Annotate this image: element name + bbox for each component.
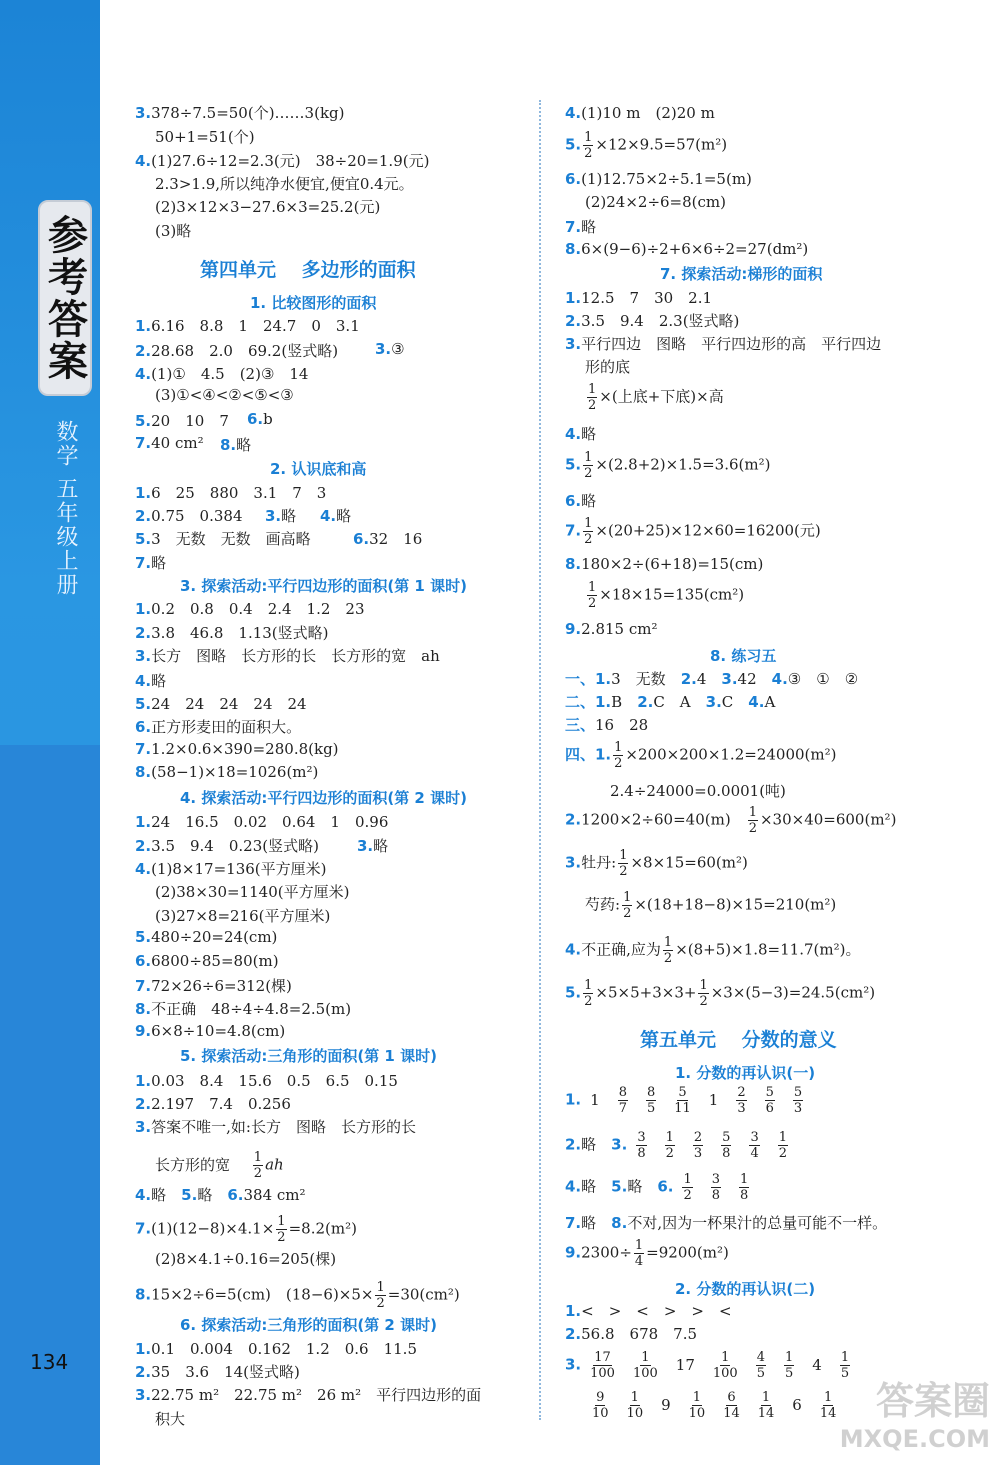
answer-line: 8.(58−1)×18=1026(m²): [135, 763, 319, 781]
s9-q7-8: 7.略 8.不对,因为一杯果汁的总量可能不一样。: [565, 1214, 888, 1232]
answer-line: 1.6 25 880 3.1 7 3: [135, 484, 327, 502]
answer-line: 2.3.8 46.8 1.13(竖式略): [135, 624, 329, 642]
answer-line: 4.(1)① 4.5 (2)③ 14: [135, 365, 309, 383]
answer-line: 5.3 无数 无数 画高略: [135, 530, 311, 548]
s10-q1: 1.< > < > > <: [565, 1302, 732, 1320]
fraction: $\frac{2}{3}$: [737, 1085, 746, 1116]
s7-q3: 3.平行四边 图略 平行四边形的高 平行四边: [565, 335, 882, 353]
answer-line: (2)38×30=1140(平方厘米): [155, 883, 350, 901]
s7-q2: 2.3.5 9.4 2.3(竖式略): [565, 312, 740, 330]
s5-q3-cont: 长方形的宽 $\frac{1}{2}$ ah: [155, 1150, 284, 1181]
answer-line: 7.略: [135, 554, 167, 572]
s8-l7: 4.不正确,应为 $\frac{1}{2}$ ×(8+5)×1.8=11.7(m²)。: [565, 935, 861, 966]
unit-4-title: 第四单元 多边形的面积: [200, 259, 416, 281]
s1-q8: 8.略: [220, 436, 252, 454]
s8-l2: 二、1.B 2.C A 3.C 4.A: [565, 693, 776, 711]
s7-q9: 9.2.815 cm²: [565, 620, 658, 638]
fraction: $\frac{1}{2}$: [778, 1130, 787, 1161]
r-q5: 5. $\frac{1}{2}$ ×12×9.5=57(m²): [565, 130, 728, 161]
section-10-title: 2. 分数的再认识(二): [675, 1280, 816, 1298]
answer-line: 9.6×8÷10=4.8(cm): [135, 1022, 286, 1040]
s5-q7b: (2)8×4.1÷0.16=205(棵): [155, 1250, 337, 1268]
s7-q8b: $\frac{1}{2}$ ×18×15=135(cm²): [588, 580, 745, 611]
s1-q3: 3.③: [375, 340, 405, 358]
s10-q3-a: 3. $\frac{17}{100}$ $\frac{1}{100}$ 17 $\frac{1}{100}$ $\frac{4}{5}$ $\frac{1}{5}$ 4 $\frac{1}{5}$: [565, 1350, 850, 1381]
answer-line: 6.6800÷85=80(m): [135, 952, 279, 970]
s2-q3: 3.略: [265, 507, 297, 525]
s7-q4: 4.略: [565, 425, 597, 443]
column-divider: [539, 100, 541, 1420]
answer-line: 7.40 cm²: [135, 434, 204, 452]
fraction: $\frac{1}{10}$: [688, 1390, 706, 1421]
r-q6: 6.(1)12.75×2÷5.1=5(m): [565, 170, 752, 188]
answer-line: 8.不正确 48÷4÷4.8=2.5(m): [135, 1000, 352, 1018]
answer-line: 2.3.5 9.4 0.23(竖式略): [135, 837, 319, 855]
answer-line: 3.答案不唯一,如:长方 图略 长方形的长: [135, 1118, 416, 1136]
unit-5-title: 第五单元 分数的意义: [640, 1029, 837, 1051]
section-8-title: 8. 练习五: [710, 647, 777, 665]
fraction: $\frac{1}{10}$: [626, 1390, 644, 1421]
answer-line: 5.480÷20=24(cm): [135, 928, 278, 946]
fraction: $\frac{8}{5}$: [646, 1085, 656, 1116]
section-5-title: 5. 探索活动:三角形的面积(第 1 课时): [180, 1047, 437, 1065]
tab-label: 参考答案: [41, 214, 89, 382]
fraction: $\frac{1}{2}$: [665, 1130, 674, 1161]
section-7-title: 7. 探索活动:梯形的面积: [660, 265, 823, 283]
answer-line: 6.正方形麦田的面积大。: [135, 718, 302, 736]
fraction: $\frac{1}{2}$: [683, 1172, 692, 1203]
fraction: $\frac{8}{7}$: [618, 1085, 627, 1116]
answer-line: (3)略: [155, 222, 192, 240]
section-3-title: 3. 探索活动:平行四边形的面积(第 1 课时): [180, 577, 467, 595]
answer-line: 4.(1)8×17=136(平方厘米): [135, 860, 327, 878]
s4-q3: 3.略: [357, 837, 389, 855]
section-2-title: 2. 认识底和高: [270, 460, 367, 478]
page-number: 134: [30, 1350, 69, 1374]
watermark: 答案圈 MXQE.COM: [839, 1379, 990, 1453]
s8-l5: 2.1200×2÷60=40(m) $\frac{1}{2}$ ×30×40=600(m²): [565, 805, 897, 836]
answer-line: 50+1=51(个): [155, 128, 255, 146]
s9-q2-3: 2.略 3. $\frac{3}{8}$ $\frac{1}{2}$ $\frac{2}{3}$ $\frac{5}{8}$ $\frac{3}{4}$ $\frac{1}{2}$: [565, 1130, 787, 1161]
fraction: $\frac{17}{100}$: [590, 1350, 615, 1381]
answer-line: 5.24 24 24 24 24: [135, 695, 307, 713]
answer-line: 1.0.03 8.4 15.6 0.5 6.5 0.15: [135, 1072, 398, 1090]
answer-line: 4.略: [135, 672, 167, 690]
s7-q7: 7. $\frac{1}{2}$ ×(20+25)×12×60=16200(元): [565, 516, 821, 547]
s8-l4b: 2.4÷24000=0.0001(吨): [610, 782, 786, 800]
s10-q2: 2.56.8 678 7.5: [565, 1325, 698, 1343]
r-q6b: (2)24×2÷6=8(cm): [585, 193, 726, 211]
answer-line: 1.24 16.5 0.02 0.64 1 0.96: [135, 813, 389, 831]
s7-q5: 5. $\frac{1}{2}$ ×(2.8+2)×1.5=3.6(m²): [565, 450, 771, 481]
answer-line: (3)27×8=216(平方厘米): [155, 907, 331, 925]
answer-line: 2.0.75 0.384: [135, 507, 243, 525]
answer-line: 3.长方 图略 长方形的长 长方形的宽 ah: [135, 647, 440, 665]
s2-q4: 4.略: [320, 507, 352, 525]
fraction: $\frac{3}{4}$: [750, 1130, 759, 1161]
answer-line: 2.2.197 7.4 0.256: [135, 1095, 291, 1113]
r-q8: 8.6×(9−6)÷2+6×6÷2=27(dm²): [565, 240, 809, 258]
fraction: $\frac{9}{10}$: [592, 1390, 609, 1421]
s8-l8: 5. $\frac{1}{2}$ ×5×5+3×3+ $\frac{1}{2}$ ×3×(5−3)=24.5(cm²): [565, 978, 876, 1009]
fraction: $\frac{1}{5}$: [840, 1350, 850, 1381]
s7-q6: 6.略: [565, 492, 597, 510]
answer-line: 2.3>1.9,所以纯净水便宜,便宜0.4元。: [155, 175, 414, 193]
s10-q3-b: $\frac{9}{10}$ $\frac{1}{10}$ 9 $\frac{1}{10}$ $\frac{6}{14}$ $\frac{1}{14}$ 6 $\frac{1}{14}$: [592, 1390, 837, 1421]
r-q4: 4.(1)10 m (2)20 m: [565, 104, 715, 122]
fraction: $\frac{1}{5}$: [785, 1350, 794, 1381]
s2-q6: 6.32 16: [353, 530, 423, 548]
answer-line: 1.0.2 0.8 0.4 2.4 1.2 23: [135, 600, 365, 618]
subject-label: 数学 五年级上册: [53, 420, 78, 597]
s7-q3b: 形的底: [585, 358, 631, 376]
answer-line: 4.(1)27.6÷12=2.3(元) 38÷20=1.9(元): [135, 152, 430, 170]
fraction: $\frac{1}{100}$: [712, 1350, 738, 1381]
s7-q8: 8.180×2÷(6+18)=15(cm): [565, 555, 764, 573]
fraction: $\frac{1}{14}$: [819, 1390, 837, 1421]
answer-line: 1.6.16 8.8 1 24.7 0 3.1: [135, 317, 360, 335]
s5-q7: 7.(1)(12−8)×4.1× $\frac{1}{2}$ =8.2(m²): [135, 1214, 357, 1245]
fraction: $\frac{5}{6}$: [765, 1085, 774, 1116]
s5-q8: 8.15×2÷6=5(cm) (18−6)×5× $\frac{1}{2}$ =30(cm²): [135, 1280, 460, 1311]
section-4-title: 4. 探索活动:平行四边形的面积(第 2 课时): [180, 789, 467, 807]
answer-tab: [38, 200, 92, 396]
answer-line: (3)①<④<②<⑤<③: [155, 386, 294, 404]
s8-l6: 3.牡丹: $\frac{1}{2}$ ×8×15=60(m²): [565, 848, 748, 879]
answer-line: 2.35 3.6 14(竖式略): [135, 1363, 300, 1381]
answer-line: 2.28.68 2.0 69.2(竖式略): [135, 342, 339, 360]
s7-q1: 1.12.5 7 30 2.1: [565, 289, 713, 307]
s9-q9: 9.2300÷ $\frac{1}{4}$ =9200(m²): [565, 1238, 729, 1269]
section-9-title: 1. 分数的再认识(一): [675, 1064, 816, 1082]
answer-line: (2)3×12×3−27.6×3=25.2(元): [155, 198, 381, 216]
s7-formula: $\frac{1}{2}$ ×(上底+下底)×高: [588, 382, 724, 413]
section-1-title: 1. 比较图形的面积: [250, 294, 377, 312]
fraction: $\frac{5}{3}$: [793, 1085, 803, 1116]
fraction: $\frac{5}{8}$: [722, 1130, 731, 1161]
s8-l4: 四、1. $\frac{1}{2}$ ×200×200×1.2=24000(m²): [565, 740, 837, 771]
s8-l1: 一、1.3 无数 2.4 3.42 4.③ ① ②: [565, 670, 859, 688]
fraction: $\frac{3}{8}$: [711, 1172, 721, 1203]
fraction: $\frac{5}{11}$: [674, 1085, 691, 1116]
fraction: $\frac{1}{14}$: [757, 1390, 775, 1421]
fraction: $\frac{3}{8}$: [637, 1130, 646, 1161]
answer-line: 积大: [155, 1410, 186, 1428]
s8-l6b: 芍药: $\frac{1}{2}$ ×(18+18−8)×15=210(m²): [585, 890, 837, 921]
answer-line: 3.22.75 m² 22.75 m² 26 m² 平行四边形的面: [135, 1386, 482, 1404]
fraction: $\frac{4}{5}$: [756, 1350, 765, 1381]
s5-q4-6: 4.略 5.略 6.384 cm²: [135, 1186, 306, 1204]
fraction: $\frac{1}{100}$: [632, 1350, 658, 1381]
s9-q1: 1. 1 $\frac{8}{7}$ $\frac{8}{5}$ $\frac{5}{11}$ 1 $\frac{2}{3}$ $\frac{5}{6}$ $\frac{5}{3}$: [565, 1085, 803, 1116]
answer-line: 1.0.1 0.004 0.162 1.2 0.6 11.5: [135, 1340, 417, 1358]
fraction: $\frac{2}{3}$: [693, 1130, 703, 1161]
s9-q4-6: 4.略 5.略 6. $\frac{1}{2}$ $\frac{3}{8}$ $\frac{1}{8}$: [565, 1172, 749, 1203]
answer-line: 7.72×26÷6=312(棵): [135, 977, 292, 995]
s1-q6: 6.b: [247, 410, 273, 428]
section-6-title: 6. 探索活动:三角形的面积(第 2 课时): [180, 1316, 437, 1334]
s8-l3: 三、16 28: [565, 716, 649, 734]
fraction: $\frac{6}{14}$: [723, 1390, 740, 1421]
r-q7: 7.略: [565, 218, 597, 236]
answer-line: 3.378÷7.5=50(个)……3(kg): [135, 104, 345, 122]
answer-line: 5.20 10 7: [135, 412, 229, 430]
answer-line: 7.1.2×0.6×390=280.8(kg): [135, 740, 339, 758]
fraction: $\frac{1}{8}$: [740, 1172, 749, 1203]
